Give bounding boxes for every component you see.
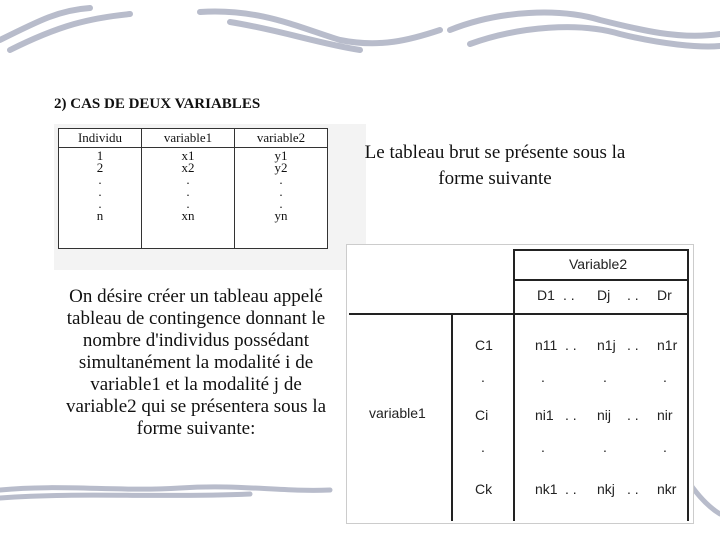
cell: . . — [565, 481, 577, 497]
row-variable-label: variable1 — [369, 405, 426, 421]
column-modality: Dr — [657, 287, 672, 303]
row-modality: . — [481, 439, 485, 455]
cell: . — [663, 369, 667, 385]
column-modality: D1 — [537, 287, 555, 303]
cell: . — [279, 172, 283, 187]
cell: . — [541, 439, 545, 455]
cell: nir — [657, 407, 673, 423]
raw-data-table — [58, 128, 328, 249]
cell: x2 — [181, 160, 195, 175]
cell: y1 — [274, 148, 288, 163]
header-variable2: variable2 — [235, 129, 328, 148]
cell: 1 — [96, 148, 104, 163]
cell: . — [663, 439, 667, 455]
column-individu — [59, 148, 142, 249]
cell: . — [603, 369, 607, 385]
row-modality: Ci — [475, 407, 489, 423]
column-variable2 — [235, 148, 328, 249]
column-variable-label: Variable2 — [569, 256, 628, 272]
header-variable1: variable1 — [142, 129, 235, 148]
grid-line — [687, 249, 689, 521]
description-text: On désire créer un tableau appelé tableau de contingence donnant le nombre d'individus possédant simultanément la modalité i de variable1 et la modalité j de variable2 qui se présentera sous la forme suivante: — [65, 286, 327, 439]
cell: x1 — [181, 148, 195, 163]
cell: xn — [181, 208, 195, 223]
header-individu: Individu — [59, 129, 142, 148]
cell: . . — [627, 481, 639, 497]
grid-line — [513, 249, 515, 521]
cell: nkj — [597, 481, 615, 497]
column-variable1 — [142, 148, 235, 249]
cell: . — [186, 196, 190, 211]
cell: n1j — [597, 337, 616, 353]
cell: . . — [627, 407, 639, 423]
grid-line — [451, 313, 453, 521]
cell: ni1 — [535, 407, 554, 423]
cell: . . — [565, 337, 577, 353]
cell: n11 — [535, 337, 558, 353]
column-modality: . . — [627, 287, 639, 303]
cell: . — [279, 196, 283, 211]
cell: . — [98, 184, 102, 199]
grid-line — [513, 249, 689, 251]
cell: yn — [274, 208, 288, 223]
section-heading: 2) CAS DE DEUX VARIABLES — [54, 96, 261, 112]
row-modality: Ck — [475, 481, 493, 497]
cell: . — [98, 172, 102, 187]
grid-line — [349, 313, 689, 315]
cell: n1r — [657, 337, 678, 353]
top-decoration — [0, 0, 720, 60]
intro-text: Le tableau brut se présente sous la forme suivante — [364, 142, 626, 189]
row-modality: . — [481, 369, 485, 385]
cell: . — [186, 172, 190, 187]
cell: . . — [565, 407, 577, 423]
cell: y2 — [274, 160, 288, 175]
cell: nij — [597, 407, 612, 423]
cell: . — [279, 184, 283, 199]
cell: . — [98, 196, 102, 211]
cell: 2 — [96, 160, 104, 175]
grid-line — [513, 279, 689, 281]
cell: . — [541, 369, 545, 385]
cell: nk1 — [535, 481, 558, 497]
raw-data-table-figure — [54, 124, 366, 270]
cell: . — [186, 184, 190, 199]
column-modality: . . — [563, 287, 575, 303]
cell: n — [96, 208, 104, 223]
contingency-table-figure — [346, 244, 694, 524]
cell: nkr — [657, 481, 677, 497]
column-modality: Dj — [597, 287, 611, 303]
cell: . . — [627, 337, 639, 353]
row-modality: C1 — [475, 337, 493, 353]
cell: . — [603, 439, 607, 455]
